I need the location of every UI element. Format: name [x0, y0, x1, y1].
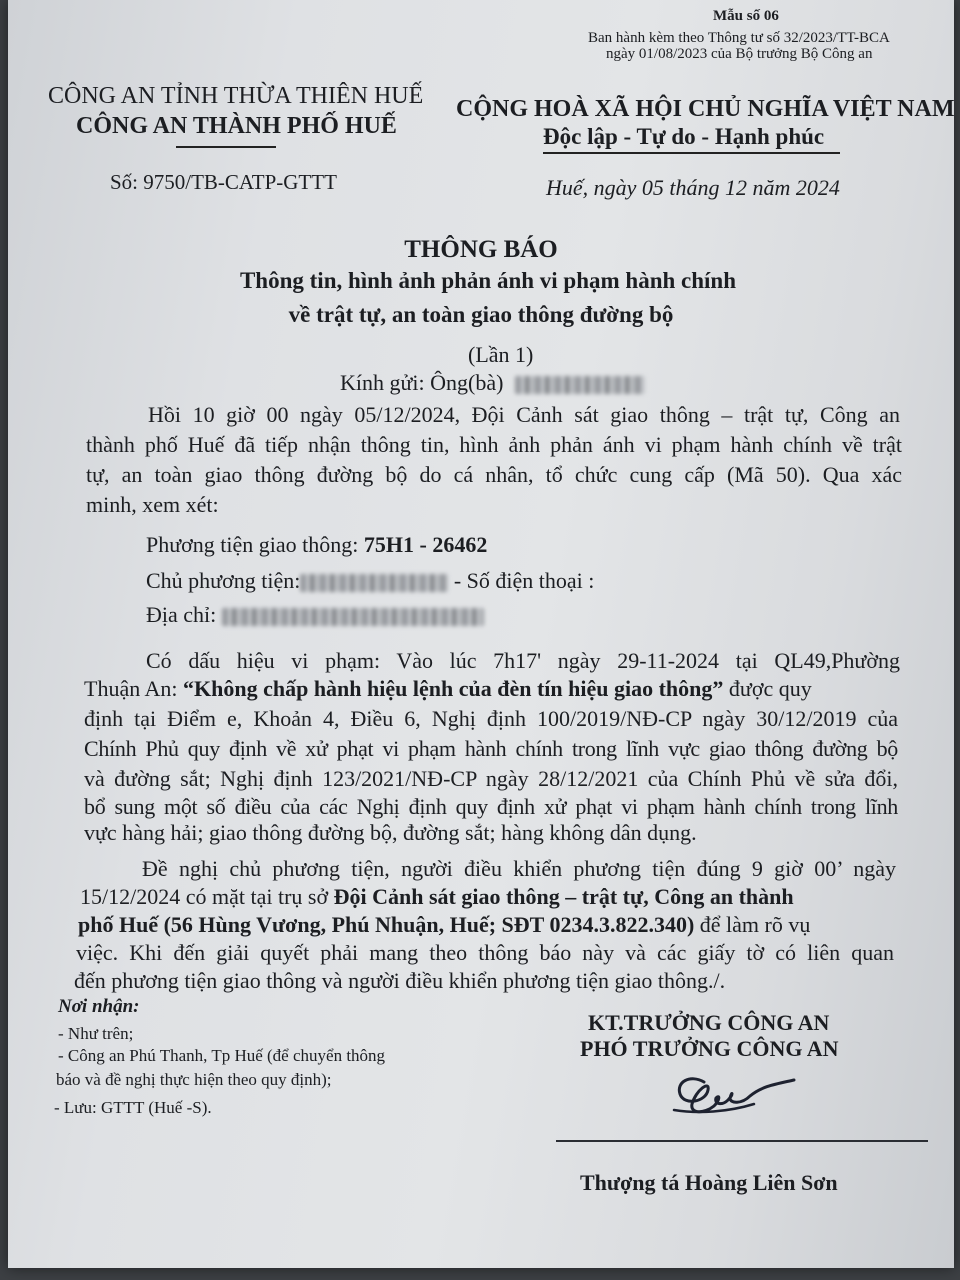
- body-line: tự, an toàn giao thông đường bộ do cá nhân, tổ chức cung cấp (Mã 50). Qua xác: [86, 462, 902, 487]
- owner-line: [146, 568, 594, 594]
- country-name: CỘNG HOÀ XÃ HỘI CHỦ NGHĨA VIỆT NAM: [456, 96, 955, 122]
- recipient-item: - Như trên;: [58, 1024, 134, 1043]
- signer-title: KT.TRƯỞNG CÔNG AN: [588, 1010, 830, 1035]
- office-address: phố Huế (56 Hùng Vương, Phú Nhuận, Huế; SĐT 0234.3.822.340): [78, 912, 695, 937]
- document-subtitle: Thông tin, hình ảnh phản ánh vi phạm hành chính: [239, 268, 737, 293]
- body-line: Có dấu hiệu vi phạm: Vào lúc 7h17' ngày 29-11-2024 tại QL49,Phường: [146, 648, 900, 673]
- form-issued-line: Ban hành kèm theo Thông tư số 32/2023/TT-BCA: [588, 30, 890, 46]
- body-line: minh, xem xét:: [86, 492, 219, 517]
- violation-headline-line: [84, 676, 812, 702]
- agency-parent: CÔNG AN TỈNH THỪA THIÊN HUẾ: [48, 83, 424, 109]
- recipient-item: - Công an Phú Thanh, Tp Huế (để chuyển thông: [58, 1046, 386, 1065]
- address-label: Địa chỉ:: [146, 602, 217, 627]
- agency-name: CÔNG AN THÀNH PHỐ HUẾ: [76, 113, 397, 139]
- body-text: để làm rõ vụ: [694, 912, 811, 937]
- violation-description: “Không chấp hành hiệu lệnh của đèn tín hiệu giao thông”: [183, 676, 724, 701]
- body-line: vực hàng hải; giao thông đường bộ, đường sắt; hàng không dân dụng.: [84, 820, 697, 845]
- document-page: [8, 0, 954, 1268]
- signer-position: PHÓ TRƯỞNG CÔNG AN: [580, 1036, 839, 1061]
- redacted-name: [515, 376, 645, 394]
- owner-label: Chủ phương tiện:: [146, 568, 301, 593]
- form-number: Mẫu số 06: [713, 8, 779, 24]
- body-text: được quy: [723, 676, 812, 701]
- recipients-label: Nơi nhận:: [58, 996, 140, 1017]
- body-text: 15/12/2024 có mặt tại trụ sở: [80, 884, 334, 909]
- recipient-item: - Lưu: GTTT (Huế -S).: [54, 1098, 212, 1117]
- body-line: đến phương tiện giao thông và người điều khiển phương tiện giao thông./.: [74, 968, 726, 993]
- redacted-owner: [300, 574, 448, 592]
- form-issued-line: ngày 01/08/2023 của Bộ trưởng Bộ Công an: [606, 46, 873, 62]
- redacted-address: [222, 608, 484, 626]
- document-title: THÔNG BÁO: [404, 236, 558, 263]
- signer-name: Thượng tá Hoàng Liên Sơn: [580, 1170, 838, 1195]
- signature-rule: [556, 1140, 928, 1142]
- request-line: [78, 912, 810, 938]
- motto-underline: [543, 152, 840, 154]
- phone-label: - Số điện thoại :: [448, 568, 595, 593]
- place-date: Huế, ngày 05 tháng 12 năm 2024: [546, 175, 840, 200]
- recipient-line: [340, 370, 645, 396]
- body-line: việc. Khi đến giải quyết phải mang theo thông báo này và các giấy tờ có liên quan: [76, 940, 894, 965]
- recipient-item: báo và đề nghị thực hiện theo quy định);: [56, 1070, 332, 1089]
- plate-label: Phương tiện giao thông:: [146, 532, 364, 557]
- vehicle-line: [146, 532, 487, 558]
- recipient-label: Kính gửi: Ông(bà): [340, 370, 504, 395]
- body-line: Đề nghị chủ phương tiện, người điều khiển phương tiện đúng 9 giờ 00’ ngày: [142, 856, 896, 881]
- body-line: bổ sung một số điều của các Nghị định quy định xử phạt vi phạm hành chính trong lĩnh: [84, 794, 898, 819]
- body-line: Hồi 10 giờ 00 ngày 05/12/2024, Đội Cảnh sát giao thông – trật tự, Công an: [148, 402, 900, 427]
- body-text: Thuận An:: [84, 676, 183, 701]
- attempt-number: (Lần 1): [468, 342, 534, 367]
- handwritten-signature: [668, 1068, 808, 1128]
- national-motto: Độc lập - Tự do - Hạnh phúc: [543, 124, 825, 149]
- body-line: thành phố Huế đã tiếp nhận thông tin, hình ảnh phản ánh vi phạm hành chính về trật: [86, 432, 902, 457]
- address-line: [146, 602, 484, 628]
- request-line: [80, 884, 794, 910]
- body-line: Chính Phủ quy định về xử phạt vi phạm hành chính trong lĩnh vực giao thông đường bộ: [84, 736, 898, 761]
- document-number: Số: 9750/TB-CATP-GTTT: [110, 170, 337, 194]
- document-subtitle: về trật tự, an toàn giao thông đường bộ: [288, 302, 674, 327]
- plate-number: 75H1 - 26462: [363, 532, 488, 557]
- agency-underline: [176, 146, 276, 148]
- body-line: và đường sắt; Nghị định 123/2021/NĐ-CP ngày 28/12/2021 của Chính Phủ về sửa đổi,: [84, 766, 898, 791]
- body-line: định tại Điểm e, Khoản 4, Điều 6, Nghị định 100/2019/NĐ-CP ngày 30/12/2019 của: [84, 706, 898, 731]
- office-name: Đội Cảnh sát giao thông – trật tự, Công an thành: [333, 884, 794, 909]
